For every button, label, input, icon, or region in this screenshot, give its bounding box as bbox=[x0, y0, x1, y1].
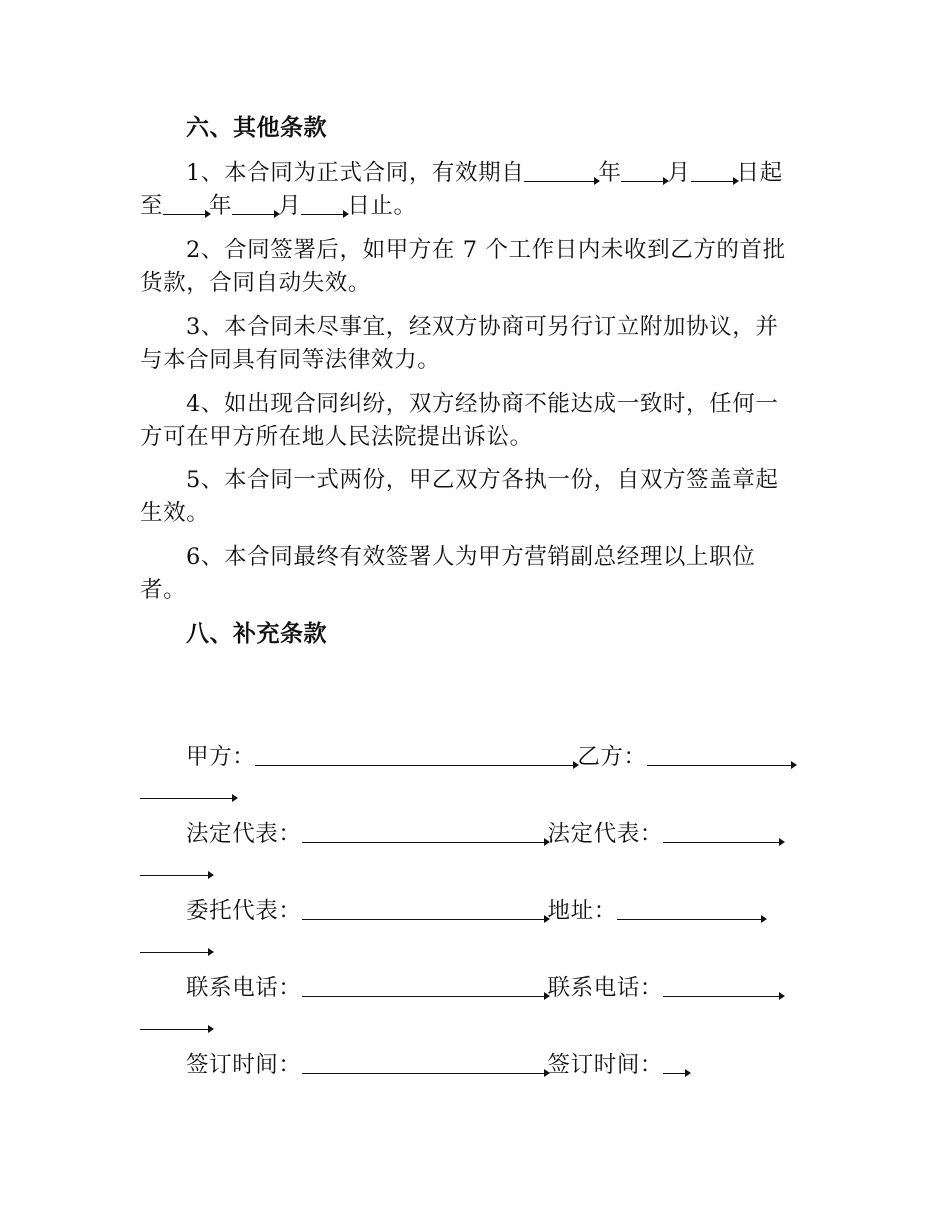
section-6-heading: 六、其他条款 bbox=[186, 114, 327, 141]
label-day-1: 日 bbox=[736, 160, 760, 186]
legal-rep-a-label: 法定代表： bbox=[186, 821, 302, 847]
agent-a-blank[interactable] bbox=[302, 905, 548, 920]
signature-row-agent bbox=[140, 895, 800, 961]
legal-rep-b-blank-cont[interactable] bbox=[140, 861, 212, 876]
label-year-1: 年 bbox=[598, 160, 622, 186]
signature-row-legal-rep bbox=[140, 818, 800, 884]
blank-end-day[interactable] bbox=[301, 200, 347, 215]
date-b-blank[interactable] bbox=[663, 1059, 689, 1074]
section-8-heading: 八、补充条款 bbox=[186, 620, 327, 647]
address-b-blank[interactable] bbox=[617, 905, 765, 920]
party-b-label: 乙方： bbox=[577, 744, 647, 770]
label-until: 起至 bbox=[140, 160, 783, 219]
blank-start-year[interactable] bbox=[524, 167, 598, 182]
party-b-blank-cont[interactable] bbox=[140, 784, 236, 799]
clause-4: 4、如出现合同纠纷，双方经协商不能达成一致时，任何一方可在甲方所在地人民法院提出诉讼。 bbox=[140, 391, 779, 450]
clause-3: 3、本合同未尽事宜，经双方协商可另行订立附加协议，并与本合同具有同等法律效力。 bbox=[140, 314, 779, 373]
party-a-label: 甲方： bbox=[186, 744, 256, 770]
agent-a-label: 委托代表： bbox=[186, 898, 302, 924]
legal-rep-b-blank[interactable] bbox=[663, 828, 783, 843]
blank-start-month[interactable] bbox=[621, 167, 667, 182]
blank-end-month[interactable] bbox=[232, 200, 278, 215]
clause-1 bbox=[140, 157, 800, 223]
phone-b-blank-cont[interactable] bbox=[140, 1015, 212, 1030]
clause-6: 6、本合同最终有效签署人为甲方营销副总经理以上职位者。 bbox=[140, 544, 756, 603]
phone-a-label: 联系电话： bbox=[186, 975, 302, 1001]
clause-5: 5、本合同一式两份，甲乙双方各执一份，自双方签盖章起生效。 bbox=[140, 467, 779, 526]
label-year-2: 年 bbox=[209, 193, 233, 219]
address-b-blank-cont[interactable] bbox=[140, 938, 212, 953]
clause-2: 2、合同签署后，如甲方在 7 个工作日内未收到乙方的首批货款，合同自动失效。 bbox=[140, 237, 786, 296]
date-a-label: 签订时间： bbox=[186, 1052, 302, 1078]
date-a-blank[interactable] bbox=[302, 1059, 548, 1074]
blank-start-day[interactable] bbox=[691, 167, 737, 182]
signature-row-party bbox=[140, 741, 800, 807]
address-b-label: 地址： bbox=[547, 898, 617, 924]
label-month-2: 月 bbox=[278, 193, 302, 219]
party-b-blank[interactable] bbox=[647, 751, 795, 766]
blank-end-year[interactable] bbox=[163, 200, 209, 215]
clause-1-prefix: 1、本合同为正式合同，有效期自 bbox=[186, 160, 525, 186]
signature-row-phone bbox=[140, 972, 800, 1038]
phone-b-label: 联系电话： bbox=[547, 975, 664, 1001]
phone-a-blank[interactable] bbox=[302, 982, 548, 997]
label-month-1: 月 bbox=[667, 160, 691, 186]
signature-row-date bbox=[140, 1049, 800, 1082]
legal-rep-b-label: 法定代表： bbox=[547, 821, 664, 847]
phone-b-blank[interactable] bbox=[663, 982, 783, 997]
label-day-2: 日止。 bbox=[347, 193, 417, 219]
party-a-blank[interactable] bbox=[255, 751, 577, 766]
legal-rep-a-blank[interactable] bbox=[302, 828, 548, 843]
date-b-label: 签订时间： bbox=[547, 1052, 664, 1078]
